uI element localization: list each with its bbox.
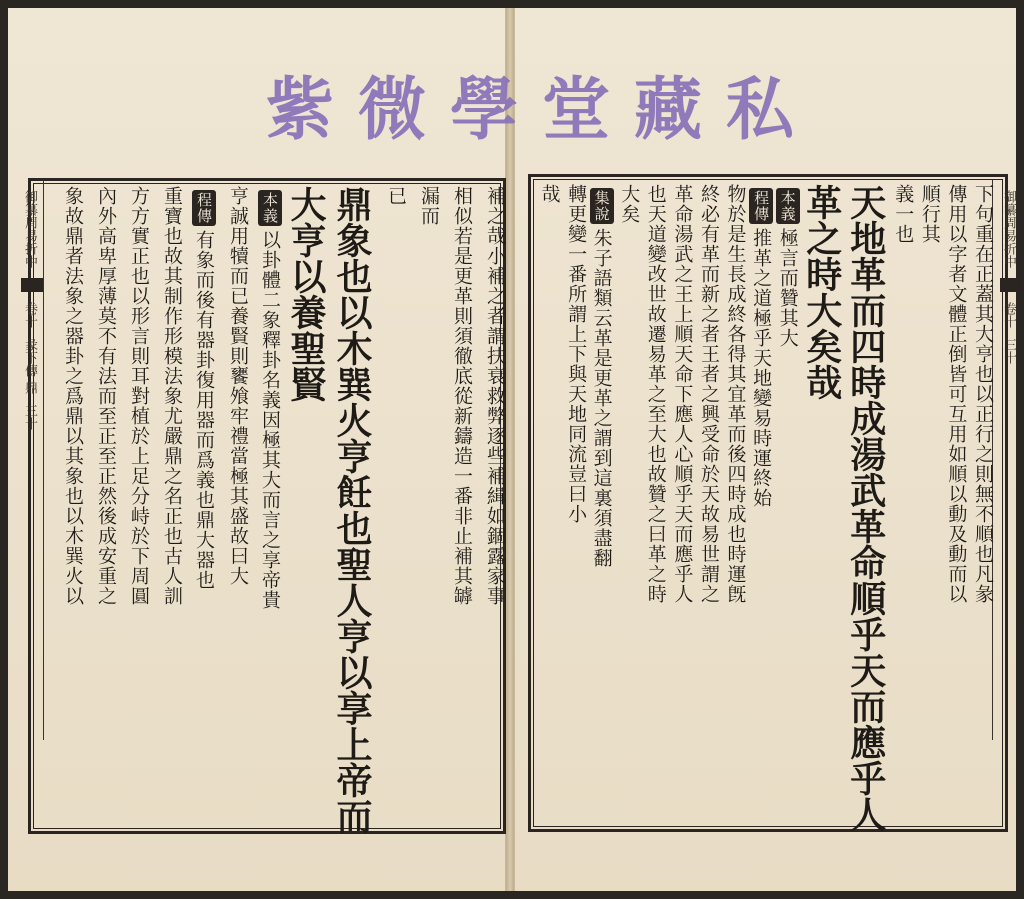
- text-column: [534, 184, 561, 824]
- column-text: 鼎象也以木巽火亨飪也聖人亨以享上帝而: [331, 186, 373, 834]
- left-fold-strip: [14, 180, 44, 740]
- text-column: [150, 186, 183, 826]
- column-text: 象故鼎者法象之器卦之爲鼎以其象也以木巽火以: [62, 186, 84, 606]
- left-fold-section: 彖下傳 鼎: [22, 338, 37, 395]
- column-text: 革之時大矣哉: [800, 184, 843, 400]
- column-text: 轉更變一番所謂上下與天地同流豈曰小: [565, 184, 588, 524]
- column-text: 補之哉小補之者謂扶衰救弊逐些補緝如錮露家事: [484, 186, 506, 606]
- column-text: 終必有革而新之者王者之興受命於天故易世謂之: [697, 184, 720, 604]
- column-text: 有象而後有器卦復用器而爲義也鼎大器也: [193, 230, 215, 590]
- column-text: 哉: [538, 184, 561, 204]
- text-column: [967, 184, 994, 824]
- text-column: [800, 184, 844, 824]
- column-text: 物於是生長成終各得其宜革而後四時成也時運旣: [724, 184, 747, 604]
- commentary-tag: 本義: [776, 188, 800, 224]
- text-column: [249, 186, 282, 826]
- text-column: [773, 184, 800, 824]
- column-text: 重寶也故其制作形模法象尤嚴鼎之名正也古人訓: [161, 186, 183, 606]
- column-text: 下句重在正蓋其大亨也以正行之則無不順也凡彖: [972, 184, 994, 604]
- text-column: [888, 184, 915, 824]
- text-column: [51, 186, 84, 826]
- text-column: [440, 186, 473, 826]
- column-text: 大矣: [618, 184, 641, 224]
- left-fold-volume: 卷十: [22, 302, 37, 328]
- column-text: 方方實正也以形言則耳對植於上足分峙於下周圓: [128, 186, 150, 606]
- right-text-columns: [534, 184, 994, 832]
- commentary-tag: 程傳: [192, 190, 216, 226]
- column-text: 相似若是更革則須徹底從新鑄造一番非止補其罅: [451, 186, 473, 606]
- commentary-tag: 程傳: [749, 188, 773, 224]
- column-text: 亨誠用犢而已養賢則饔飧牢禮當極其盛故曰大: [227, 186, 249, 586]
- text-column: [667, 184, 694, 824]
- commentary-tag: 本義: [258, 190, 282, 226]
- right-fold-strip: [992, 180, 1022, 740]
- fishtail-mark: [21, 278, 43, 292]
- column-text: 極言而贊其大: [776, 228, 799, 348]
- column-text: 天地革而四時成湯武革命順乎天而應乎人: [844, 184, 887, 832]
- open-book: [8, 8, 1016, 891]
- text-column: [587, 184, 614, 824]
- collector-stamp: [266, 58, 818, 150]
- text-column: [914, 184, 941, 824]
- text-column: [560, 184, 587, 824]
- right-fold-page: 三十: [1001, 338, 1016, 364]
- stamp-text: 紫微學堂藏私: [266, 69, 819, 150]
- text-column: [614, 184, 641, 824]
- column-text: 以卦體二象釋卦名義因極其大而言之享帝貴: [259, 230, 281, 610]
- text-column: [747, 184, 774, 824]
- column-text: 內外高卑厚薄莫不有法而至正至正然後成安重之: [95, 186, 117, 606]
- column-text: 革命湯武之王上順天命下應人心順乎天而應乎人: [671, 184, 694, 604]
- text-column: [216, 186, 249, 826]
- text-column: [117, 186, 150, 826]
- left-fold-page: 三十: [22, 404, 37, 431]
- text-column: [407, 186, 440, 826]
- text-column: [941, 184, 968, 824]
- left-text-columns: [48, 186, 506, 834]
- column-text: 推革之道極乎天地變易時運終始: [750, 228, 773, 508]
- column-text: 傳用以字者文體正倒皆可互用如順以動及動而以: [945, 184, 968, 604]
- right-fold-volume: 卷十: [1001, 302, 1016, 328]
- text-column: [640, 184, 667, 824]
- text-column: [720, 184, 747, 824]
- column-text: 大亨以養聖賢: [285, 186, 327, 402]
- text-column: [844, 184, 888, 832]
- commentary-tag: 集說: [590, 188, 614, 224]
- column-text: 已: [385, 186, 407, 206]
- column-text: 也天道變改世故遷易革之至大也故贊之曰革之時: [644, 184, 667, 604]
- text-column: [374, 186, 407, 826]
- text-column: [84, 186, 117, 826]
- text-column: [693, 184, 720, 824]
- text-column: [282, 186, 328, 826]
- column-text: 漏而: [418, 186, 440, 226]
- right-fold-title: 御纂周易折中: [1001, 190, 1016, 268]
- column-text: 順行其: [918, 184, 941, 244]
- text-column: [328, 186, 374, 834]
- text-column: [183, 186, 216, 826]
- column-text: 朱子語類云革是更革之謂到這裏須盡翻: [590, 228, 613, 568]
- column-text: 義一也: [892, 184, 915, 244]
- text-column: [473, 186, 506, 826]
- left-fold-title: 御纂周易折中: [22, 190, 37, 268]
- fishtail-mark: [1000, 278, 1022, 292]
